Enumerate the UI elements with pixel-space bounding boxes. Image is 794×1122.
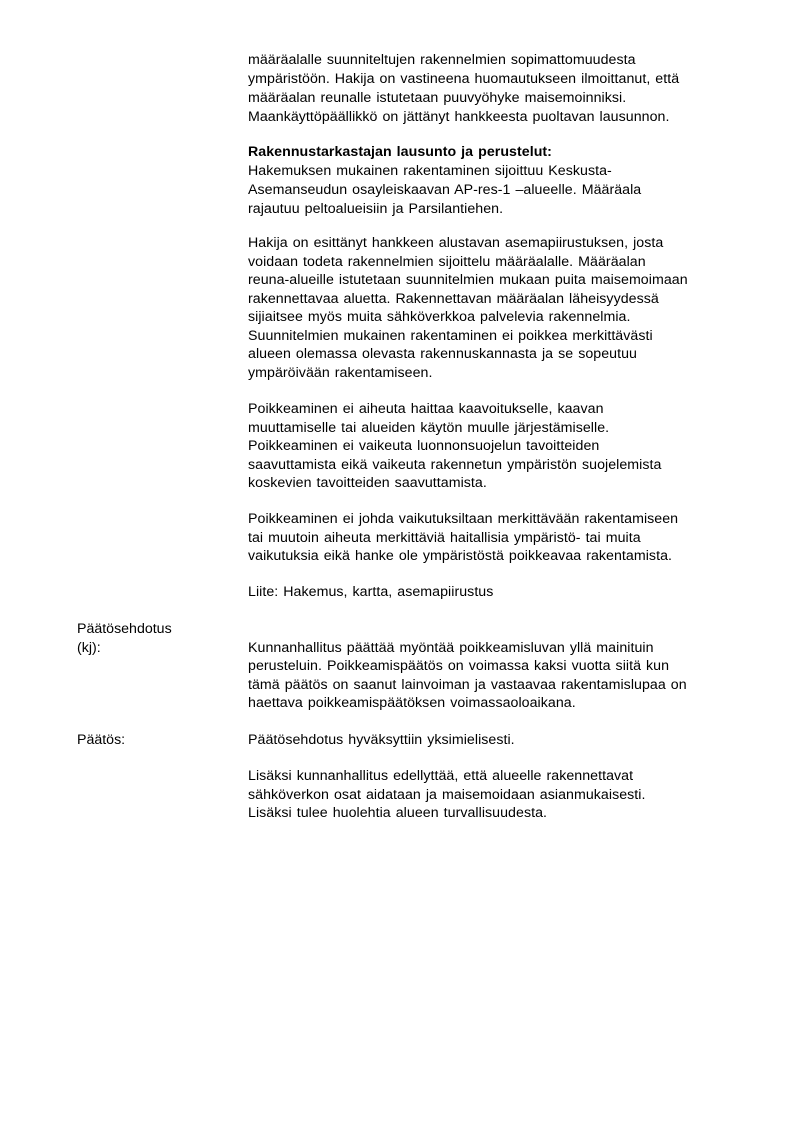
text-line: Suunnitelmien mukainen rakentaminen ei poikkea merkittävästi <box>248 328 653 344</box>
text-line: Lisäksi kunnanhallitus edellyttää, että alueelle rakennettavat <box>248 768 634 784</box>
text-line: Poikkeaminen ei vaikeuta luonnonsuojelun tavoitteiden <box>248 438 600 454</box>
statement-heading: Rakennustarkastajan lausunto ja perustelut: <box>248 144 552 160</box>
text-line: Poikkeaminen ei aiheuta haittaa kaavoitukselle, kaavan <box>248 401 604 417</box>
text-line: rajautuu peltoalueisiin ja Parsilantiehen. <box>248 201 504 217</box>
text-line: sijiaitsee myös muita sähköverkkoa palvelevia rakennelmia. <box>248 309 631 325</box>
text-line: sähköverkon osat aidataan ja maisemoidaan asianmukaisesti. <box>248 787 646 803</box>
text-line: haettava poikkeamispäätöksen voimassaoloaikana. <box>248 695 576 711</box>
text-line: voidaan todeta rakennelmien sijoittelu määräalalle. Määräalan <box>248 254 646 270</box>
text-line: muuttamiselle tai alueiden käytön muulle järjestämiselle. <box>248 420 610 436</box>
text-line: tämä päätös on saanut lainvoiman ja vastaavaa rakentamislupaa on <box>248 677 687 693</box>
proposal-label-suffix: (kj): <box>77 640 101 656</box>
text-line: Kunnanhallitus päättää myöntää poikkeamisluvan yllä mainituin <box>248 640 654 656</box>
text-line: Hakemuksen mukainen rakentaminen sijoittuu Keskusta- <box>248 163 612 179</box>
text-line: saavuttamista eikä vaikeuta rakennetun ympäristön suojelemista <box>248 457 662 473</box>
text-line: Poikkeaminen ei johda vaikutuksiltaan merkittävään rakentamiseen <box>248 511 679 527</box>
text-line: alueen olemassa olevasta rakennuskannasta ja se sopeutuu <box>248 346 637 362</box>
text-line: perusteluin. Poikkeamispäätös on voimassa kaksi vuotta siitä kun <box>248 658 670 674</box>
text-line: tai muutoin aiheuta merkittäviä haitallisia ympäristö- tai muita <box>248 530 641 546</box>
text-line: koskevien tavoitteiden saavuttamista. <box>248 475 487 491</box>
text-line: määräalan reunalle istutetaan puuvyöhyke maisemoinniksi. <box>248 90 627 106</box>
proposal-label: Päätösehdotus <box>77 621 172 637</box>
text-line: ympäristöön. Hakija on vastineena huomautukseen ilmoittanut, että <box>248 71 680 87</box>
text-line: rakennettavaa aluetta. Rakennettavan määräalan läheisyydessä <box>248 291 659 307</box>
text-line: Maankäyttöpäällikkö on jättänyt hankkeesta puoltavan lausunnon. <box>248 109 670 125</box>
text-line: Hakija on esittänyt hankkeen alustavan asemapiirustuksen, josta <box>248 235 664 251</box>
text-line: ympäröivään rakentamiseen. <box>248 365 433 381</box>
text-line: Lisäksi tulee huolehtia alueen turvallisuudesta. <box>248 805 548 821</box>
decision-text: Päätösehdotus hyväksyttiin yksimielisesti. <box>248 732 515 748</box>
text-line: Asemanseudun osayleiskaavan AP-res-1 –alueelle. Määräala <box>248 182 642 198</box>
text-line: reuna-alueille istutetaan suunnitelmien mukaan puita maisemoimaan <box>248 272 688 288</box>
decision-label: Päätös: <box>77 732 126 748</box>
attachments-line: Liite: Hakemus, kartta, asemapiirustus <box>248 584 494 600</box>
text-line: vaikutuksia eikä hanke ole ympäristöstä poikkeavaa rakentamista. <box>248 548 673 564</box>
text-line: määräalalle suunniteltujen rakennelmien sopimattomuudesta <box>248 52 636 68</box>
